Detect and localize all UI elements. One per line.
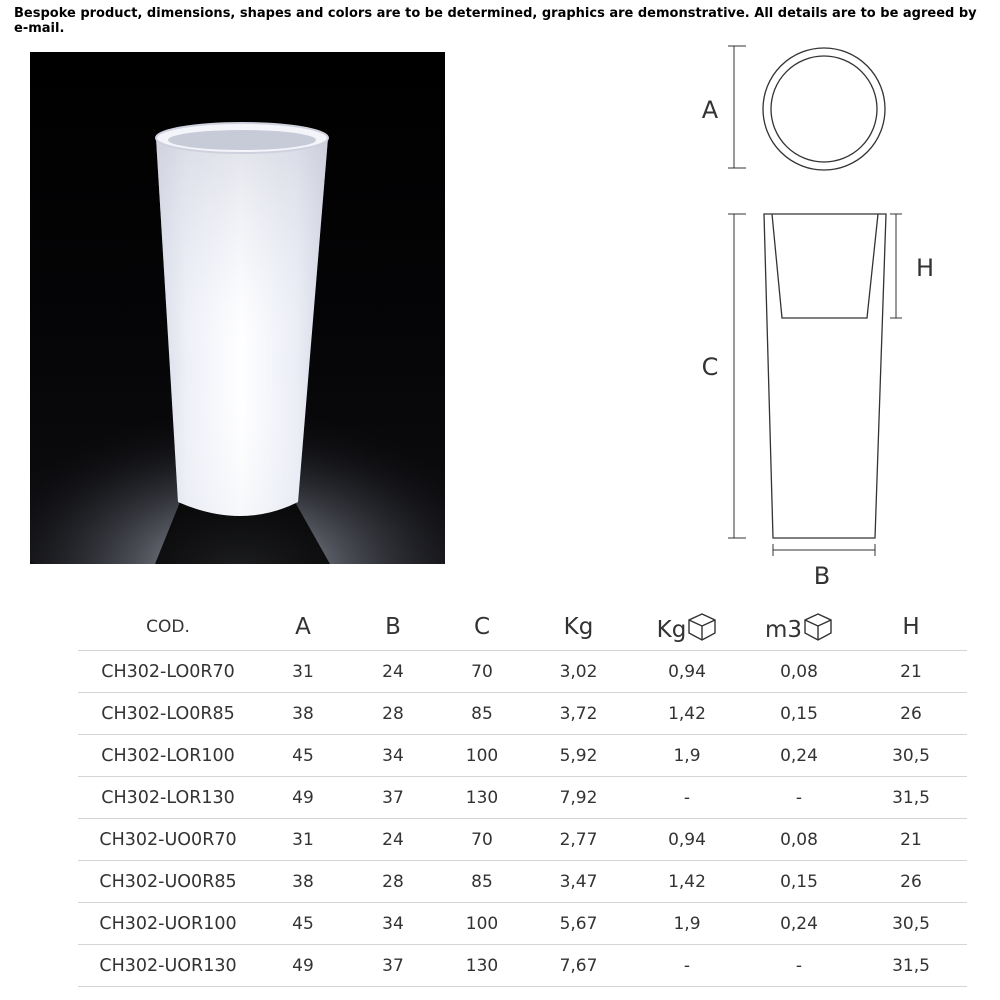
cell-c: 85 — [438, 693, 526, 735]
cell-c: 130 — [438, 777, 526, 819]
top-view — [728, 46, 885, 170]
header-h: H — [855, 604, 967, 651]
label-c: C — [701, 353, 719, 381]
cell-h: 31,5 — [855, 777, 967, 819]
table-row — [78, 861, 967, 903]
cell-m3: 0,24 — [743, 903, 855, 945]
cell-m3: 0,08 — [743, 651, 855, 693]
header-kg-package — [631, 604, 743, 651]
cell-kg-pack: 0,94 — [631, 819, 743, 861]
cell-h: 26 — [855, 693, 967, 735]
cell-cod: CH302-LO0R85 — [78, 693, 258, 735]
header-m3-package — [743, 604, 855, 651]
cell-b: 28 — [348, 693, 438, 735]
header-m3-label: m3 — [764, 616, 803, 643]
cell-kg-pack: 1,9 — [631, 903, 743, 945]
cell-m3: - — [743, 777, 855, 819]
header-b: B — [348, 604, 438, 651]
cell-h: 26 — [855, 861, 967, 903]
cell-b: 37 — [348, 777, 438, 819]
product-photo — [30, 52, 445, 564]
table-row — [78, 945, 967, 987]
cell-a: 31 — [258, 819, 348, 861]
table-row — [78, 777, 967, 819]
table-row — [78, 693, 967, 735]
cell-b: 24 — [348, 651, 438, 693]
cell-c: 85 — [438, 861, 526, 903]
label-a: A — [701, 96, 719, 124]
header-cod: COD. — [78, 604, 258, 651]
cell-c: 70 — [438, 651, 526, 693]
label-b: B — [813, 562, 831, 590]
spec-table — [78, 604, 967, 987]
cell-c: 100 — [438, 735, 526, 777]
cell-m3: 0,08 — [743, 819, 855, 861]
cell-kg: 7,67 — [526, 945, 631, 987]
cell-b: 24 — [348, 819, 438, 861]
label-h: H — [915, 254, 935, 282]
table-row — [78, 735, 967, 777]
cell-kg: 5,92 — [526, 735, 631, 777]
cell-b: 34 — [348, 903, 438, 945]
cell-cod: CH302-UO0R85 — [78, 861, 258, 903]
cell-h: 30,5 — [855, 903, 967, 945]
cell-m3: 0,15 — [743, 693, 855, 735]
disclaimer-text: Bespoke product, dimensions, shapes and colors are to be determined, graphics are demonstrative. All details are to be agreed by e-mail. — [14, 6, 977, 36]
header-kg-package-label: Kg — [656, 616, 687, 643]
cell-b: 28 — [348, 861, 438, 903]
cell-kg-pack: 0,94 — [631, 651, 743, 693]
table-row — [78, 651, 967, 693]
header-kg: Kg — [526, 604, 631, 651]
cell-h: 21 — [855, 819, 967, 861]
table-row — [78, 819, 967, 861]
cell-kg: 3,47 — [526, 861, 631, 903]
table-header-row — [78, 604, 967, 651]
cell-cod: CH302-UOR130 — [78, 945, 258, 987]
cell-a: 45 — [258, 735, 348, 777]
box-icon — [803, 612, 833, 642]
cell-cod: CH302-UO0R70 — [78, 819, 258, 861]
header-a: A — [258, 604, 348, 651]
cell-h: 30,5 — [855, 735, 967, 777]
cell-a: 49 — [258, 945, 348, 987]
cell-cod: CH302-UOR100 — [78, 903, 258, 945]
cell-a: 45 — [258, 903, 348, 945]
cell-a: 38 — [258, 861, 348, 903]
cell-m3: 0,15 — [743, 861, 855, 903]
cell-a: 49 — [258, 777, 348, 819]
table-row — [78, 903, 967, 945]
cell-h: 31,5 — [855, 945, 967, 987]
cell-cod: CH302-LO0R70 — [78, 651, 258, 693]
cell-h: 21 — [855, 651, 967, 693]
cell-a: 31 — [258, 651, 348, 693]
cell-a: 38 — [258, 693, 348, 735]
cell-cod: CH302-LOR130 — [78, 777, 258, 819]
cell-kg: 3,02 — [526, 651, 631, 693]
cell-kg: 3,72 — [526, 693, 631, 735]
dimension-diagram — [660, 40, 980, 600]
cell-kg-pack: 1,42 — [631, 861, 743, 903]
cell-m3: 0,24 — [743, 735, 855, 777]
cell-kg: 2,77 — [526, 819, 631, 861]
cell-cod: CH302-LOR100 — [78, 735, 258, 777]
cell-c: 130 — [438, 945, 526, 987]
cell-b: 34 — [348, 735, 438, 777]
cell-kg-pack: 1,42 — [631, 693, 743, 735]
cell-kg-pack: - — [631, 777, 743, 819]
cell-c: 100 — [438, 903, 526, 945]
cell-b: 37 — [348, 945, 438, 987]
cell-kg: 5,67 — [526, 903, 631, 945]
box-icon — [687, 612, 717, 642]
cell-m3: - — [743, 945, 855, 987]
side-view — [728, 214, 902, 556]
cell-kg-pack: 1,9 — [631, 735, 743, 777]
cell-kg: 7,92 — [526, 777, 631, 819]
cell-kg-pack: - — [631, 945, 743, 987]
cell-c: 70 — [438, 819, 526, 861]
header-c: C — [438, 604, 526, 651]
table-body — [78, 651, 967, 987]
